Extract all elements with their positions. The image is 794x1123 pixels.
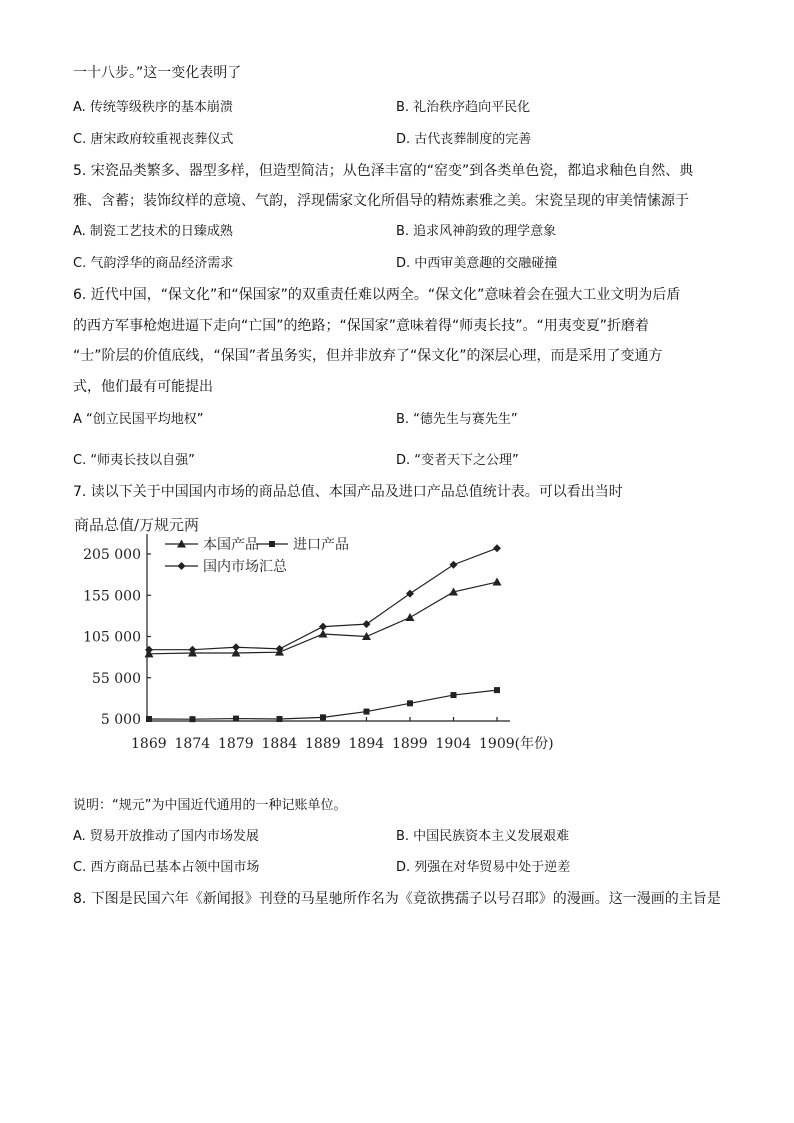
data-point-square [320,714,326,720]
y-tick-label: 55 000 [92,670,141,687]
y-tick-label: 105 000 [83,629,141,646]
data-point-diamond [319,623,327,631]
q7-note: 说明：“规元”为中国近代通用的一种记账单位。 [73,798,347,813]
q6-stem-line-3: “士”阶层的价值底线，“保国”者虽务实，但并非放弃了“保文化”的深层心理，而是采用了变通方 [73,348,663,364]
q6-option-d: D. “变者天下之公理” [396,453,519,468]
chart-y-ticks [83,547,151,728]
data-point-diamond [145,646,153,654]
q6-stem-line-2: 的西方军事枪炮进逼下走向“亡国”的绝路；“保国家”意味着得“师夷长技”。“用夷变夏”折磨着 [73,318,650,334]
x-tick-label: 1874 [174,736,211,752]
data-point-square [364,709,370,715]
x-tick-label: 1884 [261,736,298,752]
legend-label-total: 国内市场汇总 [203,559,287,575]
q4-option-d: D. 古代丧葬制度的完善 [396,132,532,147]
q7-option-b: B. 中国民族资本主义发展艰难 [396,829,570,844]
q4-option-b: B. 礼治秩序趋向平民化 [396,100,531,115]
data-point-square [190,716,196,722]
x-tick-label: 1889 [305,736,341,752]
x-tick-label: 1879 [218,736,254,752]
data-point-square [277,716,283,722]
data-point-square [233,716,239,722]
q4-stem-tail: 一十八步。”这一变化表明了 [73,65,242,81]
q7-option-d: D. 列强在对华贸易中处于逆差 [396,860,571,875]
data-point-diamond [232,643,240,651]
x-tick-label: 1869 [131,736,167,752]
series-line-0 [149,582,497,654]
data-point-square [407,700,413,706]
q6-stem-line-4: 式，他们最有可能提出 [73,379,213,395]
data-point-triangle [406,613,415,621]
q5-option-a: A. 制瓷工艺技术的日臻成熟 [73,224,233,239]
legend-diamond-marker [178,562,186,570]
q7-stem: 7. 读以下关于中国国内市场的商品总值、本国产品及进口产品总值统计表。可以看出当时 [73,484,623,500]
data-point-triangle [319,630,328,638]
data-point-diamond [406,590,414,598]
q6-option-a: A “创立民国平均地权” [73,412,204,427]
data-point-diamond [493,544,501,552]
data-point-diamond [363,620,371,628]
legend-label-imported: 进口产品 [293,537,349,553]
market-value-line-chart [70,508,570,753]
q8-stem: 8. 下图是民国六年《新闻报》刊登的马星驰所作名为《竟欲携孺子以号召耶》的漫画。这一漫画的主旨是 [73,891,721,907]
chart-x-ticks [131,717,554,752]
q5-stem-line-2: 雅、含蓄；装饰纹样的意境、气韵，浮现儒家文化所倡导的精炼素雅之美。宋瓷呈现的审美情愫源于 [73,193,689,209]
x-tick-label: 1904 [435,736,472,752]
q6-option-c: C. “师夷长技以自强” [73,453,195,468]
q4-option-c: C. 唐宋政府较重视丧葬仪式 [73,132,234,147]
q4-option-a: A. 传统等级秩序的基本崩溃 [73,100,233,115]
q6-stem-line-1: 6. 近代中国，“保文化”和“保国家”的双重责任难以两全。“保文化”意味着会在强大工业文明为后盾 [73,287,681,303]
chart-y-axis-label: 商品总值/万规元两 [74,516,200,534]
legend-label-domestic: 本国产品 [203,537,259,553]
data-point-diamond [450,561,458,569]
data-point-triangle [493,578,502,586]
q5-stem-line-1: 5. 宋瓷品类繁多、器型多样，但造型简洁；从色泽丰富的“窑变”到各类单色瓷，都追求釉色自然、典 [73,163,694,179]
y-tick-label: 5 000 [100,712,141,728]
chart-series [145,544,502,722]
x-tick-label: 1899 [392,736,428,752]
q7-option-a: A. 贸易开放推动了国内市场发展 [73,829,259,844]
data-point-square [146,716,152,722]
y-tick-label: 155 000 [83,588,141,605]
y-tick-label: 205 000 [83,547,141,563]
q5-option-c: C. 气韵浮华的商品经济需求 [73,256,234,271]
data-point-square [494,687,500,693]
q5-option-d: D. 中西审美意趣的交融碰撞 [396,256,558,271]
chart-legend [165,536,349,575]
q5-option-b: B. 追求风神韵致的理学意象 [396,224,557,239]
q7-option-c: C. 西方商品已基本占领中国市场 [73,860,260,875]
q6-option-b: B. “德先生与赛先生” [396,412,518,427]
data-point-square [451,692,457,698]
x-tick-label: 1894 [348,736,385,752]
x-tick-label: 1909(年份) [479,736,554,752]
legend-square-marker [269,541,275,547]
